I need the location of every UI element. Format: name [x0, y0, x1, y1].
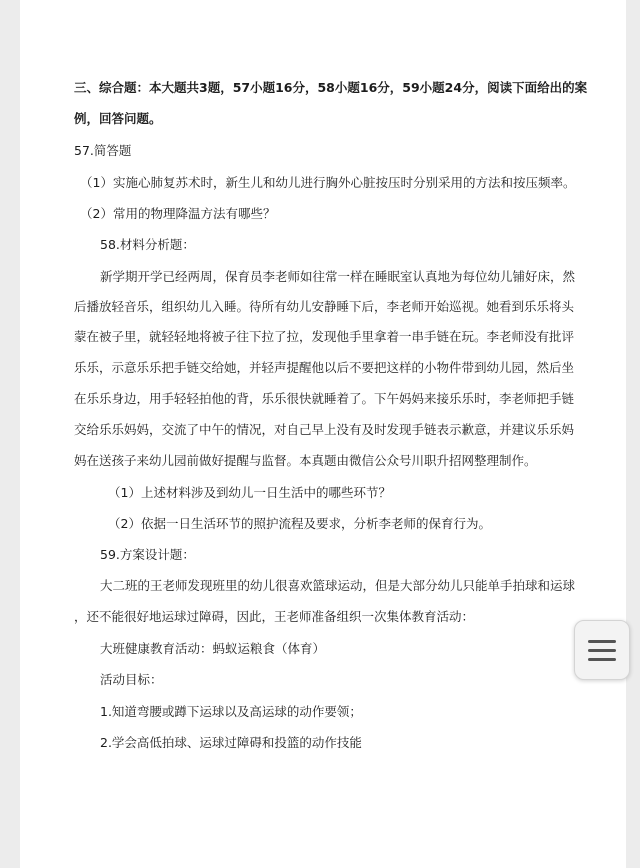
q57-item-2: （2）常用的物理降温方法有哪些？ — [80, 206, 276, 221]
menu-button[interactable] — [574, 620, 630, 680]
section-heading-line-2: 例，回答问题。 — [74, 111, 162, 126]
q58-passage-line: 交给乐乐妈妈，交流了中午的情况，对自己早上没有及时发现手链表示歉意，并建议乐乐妈 — [74, 422, 575, 437]
q59-activity-title: 大班健康教育活动：蚂蚁运粮食（体育） — [100, 641, 326, 656]
q58-passage-line: 妈在送孩子来幼儿园前做好提醒与监督。本真题由微信公众号川职升招网整理制作。 — [74, 453, 537, 468]
hamburger-menu-icon — [588, 637, 616, 664]
q58-question-2: （2）依据一日生活环节的照护流程及要求，分析李老师的保育行为。 — [108, 516, 491, 531]
q59-goal-1: 1.知道弯腰或蹲下运球以及高运球的动作要领； — [100, 704, 362, 719]
q59-passage-line: ，还不能很好地运球过障碍，因此，王老师准备组织一次集体教育活动： — [74, 609, 475, 624]
q58-passage-line: 后播放轻音乐，组织幼儿入睡。待所有幼儿安静睡下后，李老师开始巡视。她看到乐乐将头 — [74, 299, 575, 314]
q59-title: 59.方案设计题： — [100, 547, 195, 562]
q57-item-1: （1）实施心肺复苏术时，新生儿和幼儿进行胸外心脏按压时分别采用的方法和按压频率。 — [80, 175, 576, 190]
q58-passage-line: 蒙在被子里，就轻轻地将被子往下拉了拉，发现他手里拿着一串手链在玩。李老师没有批评 — [74, 329, 575, 344]
q59-goals-label: 活动目标： — [100, 672, 163, 687]
q59-passage-line: 大二班的王老师发现班里的幼儿很喜欢篮球运动，但是大部分幼儿只能单手拍球和运球 — [100, 578, 576, 593]
q58-passage-line: 新学期开学已经两周，保育员李老师如往常一样在睡眠室认真地为每位幼儿铺好床，然 — [100, 269, 576, 284]
section-heading-line-1: 三、综合题：本大题共3题，57小题16分，58小题16分，59小题24分，阅读下面给出的案 — [74, 80, 588, 95]
q58-question-1: （1）上述材料涉及到幼儿一日生活中的哪些环节？ — [108, 485, 391, 500]
q57-title: 57.简答题 — [74, 143, 132, 158]
q58-passage-line: 在乐乐身边，用手轻轻拍他的背，乐乐很快就睡着了。下午妈妈来接乐乐时，李老师把手链 — [74, 391, 575, 406]
q58-title: 58.材料分析题： — [100, 237, 195, 252]
document-page — [20, 0, 626, 868]
q59-goal-2: 2.学会高低拍球、运球过障碍和投篮的动作技能 — [100, 735, 362, 750]
q58-passage-line: 乐乐，示意乐乐把手链交给她，并轻声提醒他以后不要把这样的小物件带到幼儿园，然后坐 — [74, 360, 575, 375]
